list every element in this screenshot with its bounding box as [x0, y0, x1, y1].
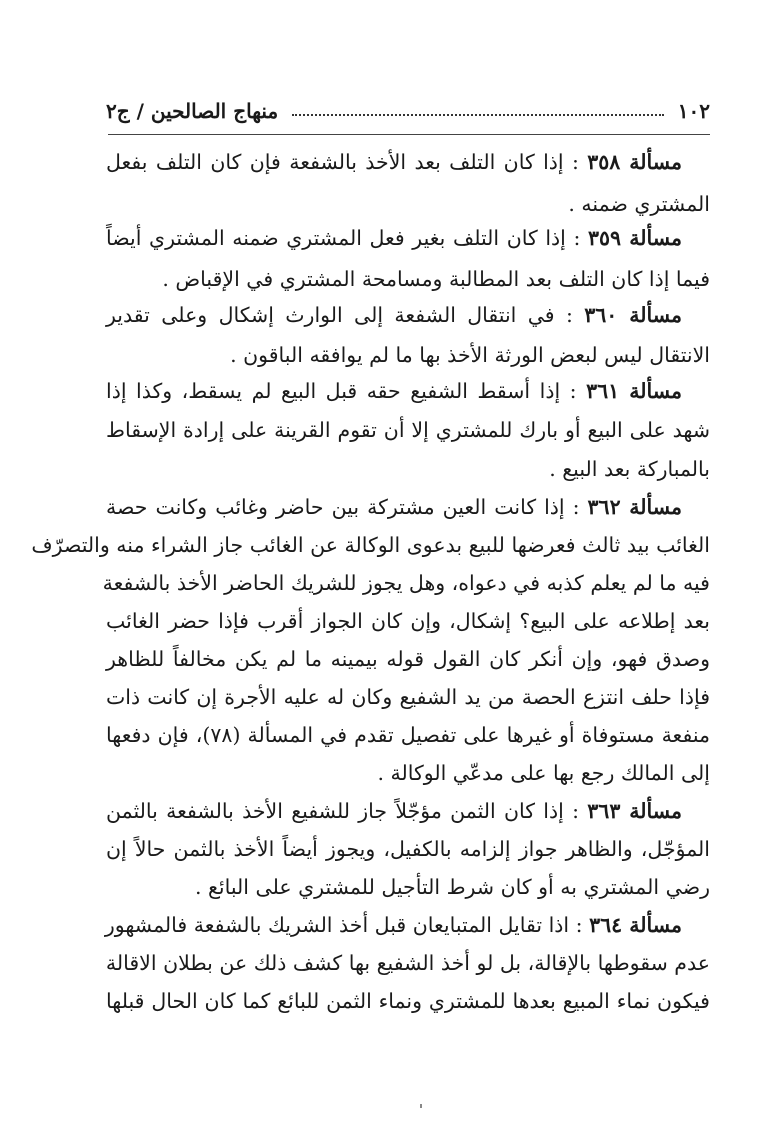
text-line [31, 525, 710, 565]
line-text: : إذا كان التلف بغير فعل المشتري ضمنه المشتري أيضاً [106, 226, 581, 250]
text-line [106, 829, 710, 869]
issue-heading: مسألة ٣٥٨ [587, 150, 682, 174]
text-line [106, 715, 710, 755]
line-text: وصدق فهو، وإن أنكر كان القول قوله بيمينه ما لم يكن مخالفاً للظاهر [106, 647, 710, 671]
line-text: بالمباركة بعد البيع . [549, 457, 710, 481]
line-text: : اذا تقايل المتبايعان قبل أخذ الشريك بالشفعة فالمشهور [104, 913, 583, 937]
text-line [106, 449, 710, 489]
text-line [106, 295, 710, 335]
issue-heading: مسألة ٣٥٩ [587, 226, 682, 250]
line-text: فيكون نماء المبيع بعدها للمشتري ونماء الثمن للبائع كما كان الحال قبلها [106, 989, 710, 1013]
line-text: فيه ما لم يعلم كذبه في دعواه، وهل يجوز للشريك الحاضر الأخذ بالشفعة [102, 571, 710, 595]
text-line [106, 753, 710, 793]
text-line [106, 677, 710, 717]
line-text: فيما إذا كان التلف بعد المطالبة ومسامحة المشتري في الإقباض . [162, 267, 710, 291]
text-line [106, 335, 710, 375]
header-rule [108, 134, 710, 135]
text-line [106, 601, 710, 641]
text-line [106, 142, 710, 182]
book-title: منهاج الصالحين / ج٢ [106, 99, 279, 123]
text-line [106, 867, 710, 907]
line-text: بعد إطلاعه على البيع؟ إشكال، وإن كان الجواز أقرب فإذا حضر الغائب [106, 609, 710, 633]
text-line [106, 218, 710, 258]
line-text: منفعة مستوفاة أو غيرها على تفصيل تقدم في المسألة (٧٨)، فإن دفعها [106, 723, 710, 747]
text-line [106, 410, 710, 450]
text-line [106, 259, 710, 299]
text-line [106, 943, 710, 983]
line-text: : إذا أسقط الشفيع حقه قبل البيع لم يسقط، وكذا إذا [106, 379, 577, 403]
text-line [106, 487, 710, 527]
line-text: فإذا حلف انتزع الحصة من يد الشفيع وكان له عليه الأجرة إن كانت ذات [106, 685, 710, 709]
text-line [106, 981, 710, 1021]
issue-heading: مسألة ٣٦١ [586, 379, 682, 403]
line-text: الانتقال ليس لبعض الورثة الأخذ بها ما لم يوافقه الباقون . [230, 343, 710, 367]
page-header [106, 96, 710, 126]
scan-speck [420, 1104, 422, 1108]
issue-heading: مسألة ٣٦٣ [587, 799, 682, 823]
line-text: : في انتقال الشفعة إلى الوارث إشكال وعلى تقدير [106, 303, 573, 327]
line-text: إلى المالك رجع بها على مدعّي الوكالة . [377, 761, 710, 785]
issue-heading: مسألة ٣٦٠ [584, 303, 682, 327]
line-text: شهد على البيع أو بارك للمشتري إلا أن تقوم القرينة على إرادة الإسقاط [106, 418, 710, 442]
issue-heading: مسألة ٣٦٢ [587, 495, 682, 519]
text-line [106, 791, 710, 831]
line-text: : إذا كان الثمن مؤجّلاً جاز للشفيع الأخذ بالشفعة بالثمن [106, 799, 580, 823]
line-text: رضي المشتري به أو كان شرط التأجيل للمشتري على البائع . [194, 875, 710, 899]
line-text: : إذا كان التلف بعد الأخذ بالشفعة فإن كان التلف بفعل [106, 150, 579, 174]
issue-heading: مسألة ٣٦٤ [589, 913, 682, 937]
header-leader-dots [292, 114, 664, 116]
line-text: عدم سقوطها بالإقالة، بل لو أخذ الشفيع بها كشف ذلك عن بطلان الاقالة [105, 951, 710, 975]
page-number: ١٠٢ [677, 99, 710, 123]
line-text: : إذا كانت العين مشتركة بين حاضر وغائب وكانت حصة [106, 495, 580, 519]
line-text: المؤجّل، والظاهر جواز إلزامه بالكفيل، ويجوز أيضاً الأخذ بالثمن حالاً إن [106, 837, 710, 861]
text-line [106, 639, 710, 679]
line-text: المشتري ضمنه . [568, 192, 710, 216]
line-text: الغائب بيد ثالث فعرضها للبيع بدعوى الوكالة عن الغائب جاز الشراء منه والتصرّف [31, 533, 710, 557]
text-line [106, 371, 710, 411]
text-line [106, 905, 710, 945]
text-line [102, 563, 710, 603]
